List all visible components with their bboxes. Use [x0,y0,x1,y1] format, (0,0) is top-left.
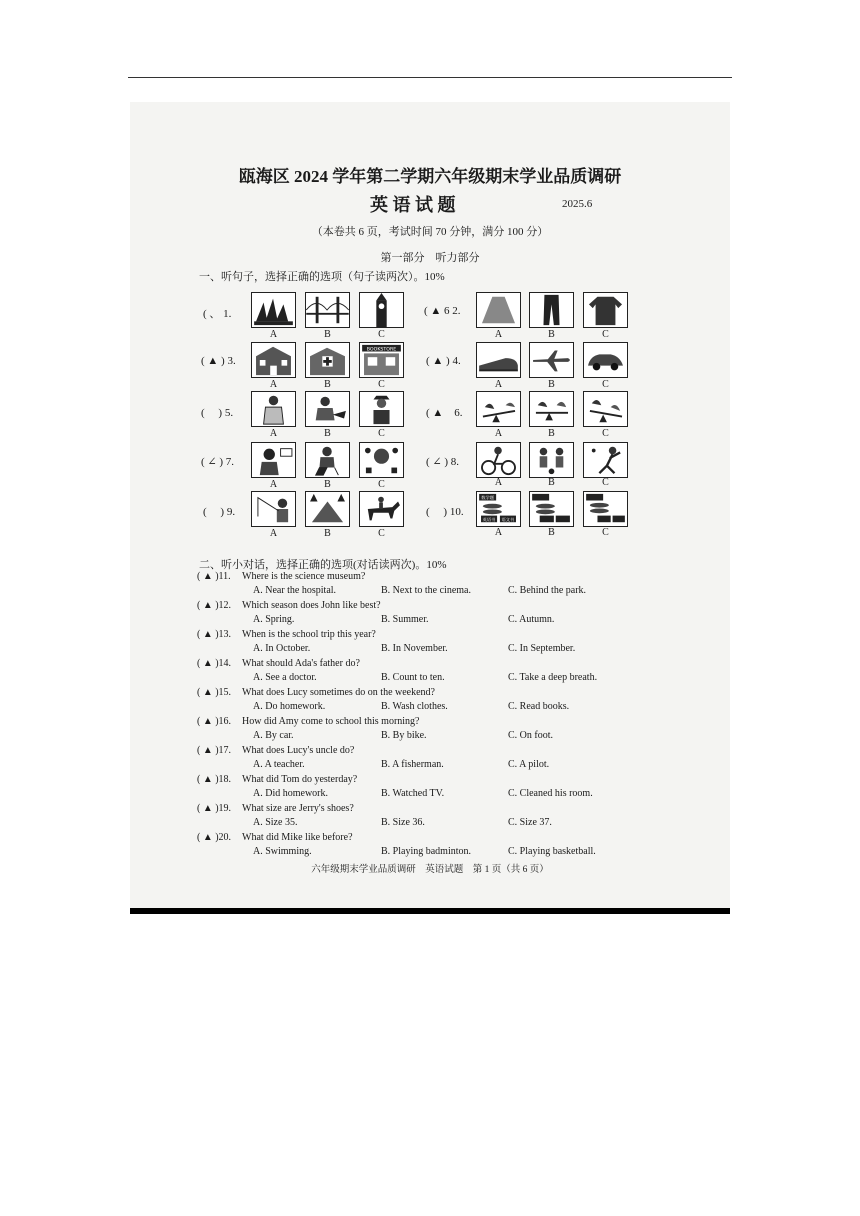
school-building-image [251,342,296,378]
item-3-label-c: C [378,379,385,390]
item-1-label-c: C [378,329,385,340]
question-12-option-a: A. Spring. [253,614,295,625]
section2-heading: 二、听小对话，选择正确的选项(对话读两次)。10% [199,559,447,571]
question-16-text: How did Amy come to school this morning? [242,716,420,727]
exam-note: （本卷共 6 页，考试时间 70 分钟，满分 100 分） [311,226,549,238]
fisherman-image [305,391,350,427]
page-footer: 六年级期末学业品质调研 英语试题 第 1 页（共 6 页） [311,865,549,875]
question-12-mark: ( ▲ )12. [197,600,232,611]
item-4-label-c: C [602,379,609,390]
exam-subtitle: 英 语 试 题 [370,195,456,215]
item-10-label-c: C [602,527,609,538]
item-8-label-b: B [548,477,555,488]
big-ben-image [359,292,404,328]
question-14-mark: ( ▲ )14. [197,658,232,669]
badminton-image [583,442,628,478]
chip-english: 英语书 [482,517,496,523]
item-2-mark: ( ▲ 6 2. [424,305,461,317]
question-18-option-a: A. Did homework. [253,788,328,799]
question-13-option-b: B. In November. [381,643,448,654]
question-17-option-c: C. A pilot. [508,759,550,770]
item-5-label-b: B [324,428,331,439]
bottom-rule [130,908,730,914]
question-18-text: What did Tom do yesterday? [242,774,358,785]
books-order-image-b [529,491,574,527]
question-11-text: Where is the science museum? [242,571,366,582]
question-19-option-a: A. Size 35. [253,817,298,828]
question-17-option-b: B. A fisherman. [381,759,444,770]
cycling-image [476,442,521,478]
horse-riding-image [359,491,404,527]
football-image [529,442,574,478]
question-20-mark: ( ▲ )20. [197,832,232,843]
question-16-option-b: B. By bike. [381,730,427,741]
top-rule [128,77,732,78]
question-15-option-a: A. Do homework. [253,701,326,712]
question-12-text: Which season does John like best? [242,600,381,611]
question-18-option-c: C. Cleaned his room. [508,788,593,799]
question-15-text: What does Lucy sometimes do on the weekend? [242,687,435,698]
skirt-image [476,292,521,328]
item-10-mark: ( ) 10. [426,506,464,518]
girl-speaking-image [251,442,296,478]
item-8-mark: ( ∠ ) 8. [426,456,460,468]
exam-date: 2025.6 [562,198,593,210]
question-15-option-c: C. Read books. [508,701,570,712]
item-4-label-b: B [548,379,555,390]
item-1-label-b: B [324,329,331,340]
question-11-mark: ( ▲ )11. [197,571,231,582]
question-12-option-b: B. Summer. [381,614,429,625]
item-9-mark: ( ) 9. [203,506,236,518]
question-11-option-a: A. Near the hospital. [253,585,337,596]
item-1-mark: ( 、 1. [203,308,232,320]
camping-tent-image [305,491,350,527]
boy-kneeling-image [305,442,350,478]
birds-seesaw-image-a [476,391,521,427]
item-7-label-a: A [269,479,278,490]
golden-gate-bridge-image [305,292,350,328]
item-7-mark: ( ∠ ) 7. [201,456,235,468]
bookstore-image [359,342,404,378]
item-2-label-b: B [548,329,555,340]
question-19-mark: ( ▲ )19. [197,803,232,814]
girl-with-toys-image [359,442,404,478]
question-20-option-b: B. Playing badminton. [381,846,471,857]
item-5-mark: ( ) 5. [201,407,234,419]
question-18-mark: ( ▲ )18. [197,774,232,785]
part-heading: 第一部分 听力部分 [380,252,480,264]
question-14-option-b: B. Count to ten. [381,672,445,683]
item-2-label-c: C [602,329,609,340]
question-11-option-c: C. Behind the park. [508,585,587,596]
question-20-option-a: A. Swimming. [253,846,312,857]
question-12-option-c: C. Autumn. [508,614,555,625]
item-6-label-b: B [548,428,555,439]
item-1-label-a: A [269,329,278,340]
fishing-image [251,491,296,527]
item-2-label-a: A [494,329,503,340]
question-20-text: What did Mike like before? [242,832,353,843]
question-15-mark: ( ▲ )15. [197,687,232,698]
item-7-label-c: C [378,479,385,490]
item-8-label-c: C [602,477,609,488]
question-16-option-a: A. By car. [253,730,294,741]
hospital-building-image [305,342,350,378]
question-14-option-a: A. See a doctor. [253,672,317,683]
question-17-mark: ( ▲ )17. [197,745,232,756]
question-13-text: When is the school trip this year? [242,629,376,640]
item-4-mark: ( ▲ ) 4. [426,355,461,367]
item-9-label-c: C [378,528,385,539]
item-3-label-a: A [269,379,278,390]
books-order-image-c [583,491,628,527]
trousers-image [529,292,574,328]
item-6-label-a: A [494,428,503,439]
question-19-option-c: C. Size 37. [508,817,552,828]
item-3-label-b: B [324,379,331,390]
question-17-text: What does Lucy's uncle do? [242,745,355,756]
section1-heading: 一、听句子，选择正确的选项（句子读两次）。10% [199,271,445,283]
question-14-text: What should Ada's father do? [242,658,360,669]
birds-seesaw-image-b [529,391,574,427]
item-9-label-a: A [269,528,278,539]
question-19-option-b: B. Size 36. [381,817,425,828]
item-8-label-a: A [494,477,503,488]
question-19-text: What size are Jerry's shoes? [242,803,354,814]
train-image [476,342,521,378]
pilot-image [359,391,404,427]
question-13-option-c: C. In September. [508,643,576,654]
opera-house-image [251,292,296,328]
item-3-mark: ( ▲ ) 3. [201,355,236,367]
birds-seesaw-image-c [583,391,628,427]
chip-chinese: 语文书 [501,517,515,523]
item-5-label-a: A [269,428,278,439]
item-5-label-c: C [378,428,385,439]
question-20-option-c: C. Playing basketball. [508,846,596,857]
item-6-label-c: C [602,428,609,439]
plane-image [529,342,574,378]
question-14-option-c: C. Take a deep breath. [508,672,598,683]
item-9-label-b: B [324,528,331,539]
doctor-image [251,391,296,427]
question-11-option-b: B. Next to the cinema. [381,585,471,596]
books-order-image-a [476,491,521,527]
bookstore-sign: BOOKSTORE [366,347,397,353]
exam-title: 瓯海区 2024 学年第二学期六年级期末学业品质调研 [238,167,622,186]
chip-math: 数学题 [481,496,495,502]
question-15-option-b: B. Wash clothes. [381,701,448,712]
question-18-option-b: B. Watched TV. [381,788,445,799]
question-16-option-c: C. On foot. [508,730,553,741]
question-13-mark: ( ▲ )13. [197,629,232,640]
jacket-image [583,292,628,328]
question-17-option-a: A. A teacher. [253,759,305,770]
car-image [583,342,628,378]
question-13-option-a: A. In October. [253,643,311,654]
item-7-label-b: B [324,479,331,490]
item-4-label-a: A [494,379,503,390]
item-6-mark: ( ▲ 6. [426,407,463,419]
question-16-mark: ( ▲ )16. [197,716,232,727]
item-10-label-a: A [494,527,503,538]
item-10-label-b: B [548,527,555,538]
